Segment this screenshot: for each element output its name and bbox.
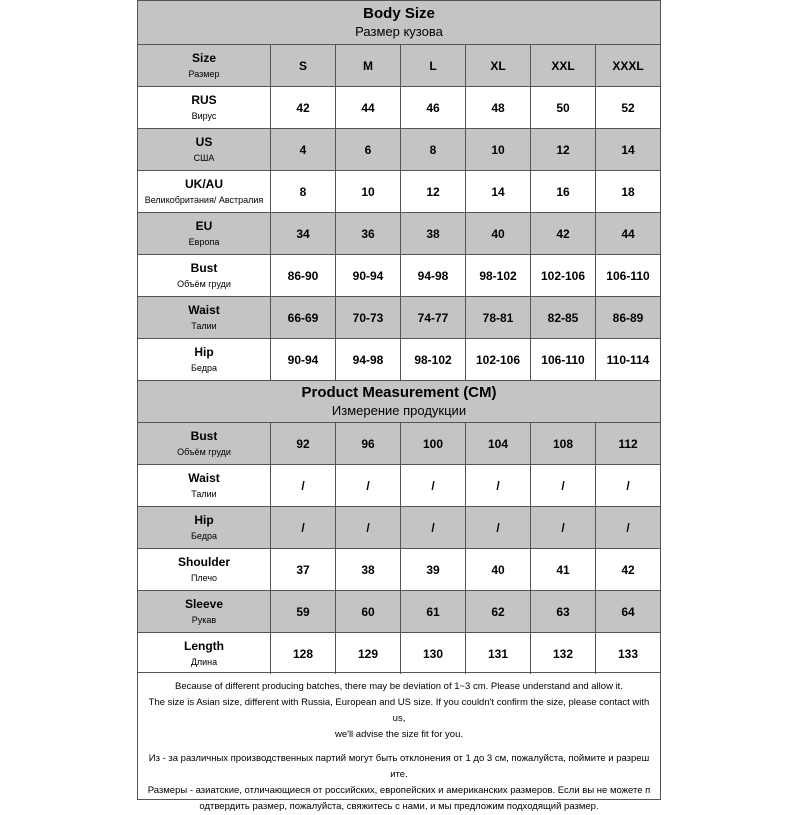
body-size-row-bust <box>138 254 660 296</box>
row-label-ru: Объём груди <box>177 446 231 457</box>
table-cell: 40 <box>466 549 531 590</box>
row-label <box>138 591 271 632</box>
row-label-ru: Длина <box>190 656 218 667</box>
row-label <box>138 423 271 464</box>
note-ru-2: ите. <box>390 769 408 780</box>
table-cell: 34 <box>271 213 336 254</box>
table-cell: 100 <box>401 423 466 464</box>
table-cell: 12 <box>531 129 596 170</box>
size-chart <box>137 0 661 812</box>
product-row-shoulder <box>138 548 660 590</box>
row-label-en: US <box>195 134 213 149</box>
table-cell: 52 <box>621 100 635 115</box>
row-label-ru: Европа <box>188 236 220 247</box>
table-cell: XXL <box>531 45 596 86</box>
table-cell: 62 <box>466 591 531 632</box>
note-en-3: we'll advise the size fit for you. <box>334 729 463 740</box>
row-label-ru: Плечо <box>190 572 218 583</box>
body-size-row-uk-au <box>138 170 660 212</box>
row-label-en: Hip <box>194 512 214 527</box>
table-cell: 108 <box>531 423 596 464</box>
table-cell: 59 <box>271 591 336 632</box>
table-cell: 39 <box>401 549 466 590</box>
row-label <box>138 171 271 212</box>
table-cell: 6 <box>336 129 401 170</box>
row-label-ru: Талии <box>191 488 217 499</box>
row-label-ru: Рукав <box>191 614 217 625</box>
table-cell: L <box>401 45 466 86</box>
row-label <box>138 213 271 254</box>
body-size-row-size <box>138 44 660 86</box>
table-cell: / <box>466 465 531 506</box>
body-size-row-eu <box>138 212 660 254</box>
row-label-en: Hip <box>194 344 214 359</box>
table-cell: 63 <box>531 591 596 632</box>
row-label-en: Length <box>184 638 224 653</box>
table-cell: 18 <box>621 184 635 199</box>
table-cell: 41 <box>531 549 596 590</box>
body-size-header <box>138 0 660 44</box>
table-cell: 104 <box>466 423 531 464</box>
body-size-title: Body Size <box>363 5 435 22</box>
table-cell: 130 <box>401 633 466 674</box>
table-cell: 12 <box>401 171 466 212</box>
row-label-en: RUS <box>191 92 217 107</box>
row-label-ru: Бедра <box>191 530 217 541</box>
table-cell: / <box>626 520 630 535</box>
table-cell: / <box>626 478 630 493</box>
table-cell: / <box>401 465 466 506</box>
table-cell: 90-94 <box>336 255 401 296</box>
body-size-row-rus <box>138 86 660 128</box>
note-en-2: The size is Asian size, different with Russia, European and US size. If you couldn't confirm the size, please contact with us, <box>148 697 650 724</box>
body-size-subtitle: Размер кузова <box>355 24 443 39</box>
table-cell: 106-110 <box>606 268 650 283</box>
table-cell: M <box>336 45 401 86</box>
table-cell: / <box>531 507 596 548</box>
row-label-ru: США <box>193 152 215 163</box>
table-cell: XL <box>466 45 531 86</box>
table-cell: 42 <box>271 87 336 128</box>
table-cell: 36 <box>336 213 401 254</box>
table-cell: 110-114 <box>606 352 650 367</box>
table-cell: 132 <box>531 633 596 674</box>
row-label-en: EU <box>195 218 213 233</box>
product-measurement-subtitle: Измерение продукции <box>331 403 467 418</box>
table-cell: 70-73 <box>336 297 401 338</box>
table-cell: 44 <box>336 87 401 128</box>
table-cell: / <box>466 507 531 548</box>
table-cell: 74-77 <box>401 297 466 338</box>
table-cell: 82-85 <box>531 297 596 338</box>
table-cell: 48 <box>466 87 531 128</box>
row-label-ru: Великобритания/ Австралия <box>144 194 264 205</box>
row-label <box>138 549 271 590</box>
table-cell: 61 <box>401 591 466 632</box>
table-cell: 64 <box>621 604 635 619</box>
table-cell: 90-94 <box>271 339 336 380</box>
row-label <box>138 129 271 170</box>
product-row-bust <box>138 422 660 464</box>
table-cell: 129 <box>336 633 401 674</box>
product-measurement-title: Product Measurement (CM) <box>301 384 497 401</box>
table-cell: 10 <box>466 129 531 170</box>
row-label-ru: Объём груди <box>177 278 231 289</box>
table-cell: 42 <box>531 213 596 254</box>
size-notes <box>138 672 660 815</box>
table-cell: 16 <box>531 171 596 212</box>
body-size-row-hip <box>138 338 660 380</box>
table-cell: XXXL <box>612 58 644 73</box>
table-cell: / <box>401 507 466 548</box>
row-label-en: Bust <box>190 260 218 275</box>
body-size-row-waist <box>138 296 660 338</box>
table-cell: 78-81 <box>466 297 531 338</box>
table-cell: 38 <box>336 549 401 590</box>
table-cell: / <box>531 465 596 506</box>
row-label <box>138 297 271 338</box>
table-cell: / <box>271 465 336 506</box>
table-cell: 86-90 <box>271 255 336 296</box>
table-cell: 10 <box>336 171 401 212</box>
row-label-en: Bust <box>190 428 218 443</box>
table-cell: / <box>336 507 401 548</box>
table-cell: 46 <box>401 87 466 128</box>
table-cell: 96 <box>336 423 401 464</box>
row-label <box>138 255 271 296</box>
product-row-sleeve <box>138 590 660 632</box>
table-cell: 14 <box>466 171 531 212</box>
product-row-waist <box>138 464 660 506</box>
table-cell: 8 <box>271 171 336 212</box>
note-en-1: Because of different producing batches, there may be deviation of 1~3 cm. Please understand and allow it. <box>175 681 623 692</box>
product-row-hip <box>138 506 660 548</box>
row-label-ru: Вирус <box>191 110 217 121</box>
body-size-row-us <box>138 128 660 170</box>
table-cell: 40 <box>466 213 531 254</box>
table-cell: 128 <box>271 633 336 674</box>
row-label-ru: Бедра <box>191 362 217 373</box>
table-cell: 94-98 <box>401 255 466 296</box>
table-cell: 66-69 <box>271 297 336 338</box>
row-label <box>138 465 271 506</box>
row-label-en: Waist <box>188 302 220 317</box>
table-cell: 106-110 <box>531 339 596 380</box>
note-ru-1: Из - за различных производственных партий могут быть отклонения от 1 до 3 см, пожалуйста, поймите и разреш <box>148 753 650 764</box>
table-cell: S <box>271 45 336 86</box>
row-label-en: Waist <box>188 470 220 485</box>
row-label <box>138 339 271 380</box>
table-cell: 133 <box>617 646 639 661</box>
table-cell: 14 <box>621 142 635 157</box>
table-cell: 4 <box>271 129 336 170</box>
row-label-ru: Талии <box>191 320 217 331</box>
row-label-ru: Размер <box>188 68 220 79</box>
table-cell: 44 <box>621 226 635 241</box>
row-label <box>138 45 271 86</box>
row-label <box>138 507 271 548</box>
table-cell: / <box>271 507 336 548</box>
table-cell: 8 <box>401 129 466 170</box>
row-label <box>138 633 271 674</box>
table-cell: 37 <box>271 549 336 590</box>
product-row-length <box>138 632 660 674</box>
table-cell: 98-102 <box>401 339 466 380</box>
table-cell: 102-106 <box>466 339 531 380</box>
table-cell: 92 <box>271 423 336 464</box>
note-ru-4: одтвердить размер, пожалуйста, свяжитесь с нами, и мы предложим подходящий размер. <box>199 801 599 812</box>
table-cell: 50 <box>531 87 596 128</box>
table-cell: 131 <box>466 633 531 674</box>
table-cell: 102-106 <box>531 255 596 296</box>
row-label-en: Sleeve <box>184 596 224 611</box>
table-cell: 60 <box>336 591 401 632</box>
product-measurement-header <box>138 380 660 422</box>
table-cell: 86-89 <box>612 310 644 325</box>
note-ru-3: Размеры - азиатские, отличающиеся от российских, европейских и американских размеров. Если вы не можете п <box>147 785 651 796</box>
table-cell: 112 <box>618 436 638 451</box>
row-label <box>138 87 271 128</box>
row-label-en: Size <box>191 50 216 65</box>
table-cell: 42 <box>621 562 635 577</box>
table-cell: 94-98 <box>336 339 401 380</box>
table-cell: 98-102 <box>466 255 531 296</box>
table-cell: / <box>336 465 401 506</box>
table-cell: 38 <box>401 213 466 254</box>
row-label-en: UK/AU <box>185 176 223 191</box>
row-label-en: Shoulder <box>177 554 230 569</box>
